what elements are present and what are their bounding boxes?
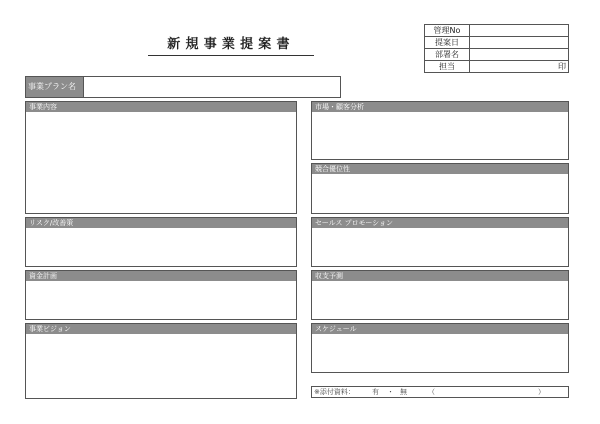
section-schedule <box>311 323 569 373</box>
section-vision <box>25 323 297 399</box>
admin-label: 管理No <box>425 25 470 37</box>
admin-label: 部署名 <box>425 49 470 61</box>
admin-row-department <box>425 49 569 61</box>
business-content-field[interactable] <box>26 112 296 213</box>
admin-row-person-in-charge <box>425 61 569 73</box>
attachments-yes-option[interactable]: 有 <box>372 388 379 396</box>
section-header: セールス プロモーション <box>312 218 568 228</box>
admin-department-field[interactable] <box>470 49 569 61</box>
attachments-row <box>311 386 569 398</box>
attachments-open-paren: （ <box>428 388 435 396</box>
section-header: 事業ビジョン <box>26 324 296 334</box>
admin-proposal-date-field[interactable] <box>470 37 569 49</box>
admin-label: 担当 <box>425 61 470 73</box>
document-title: 新規事業提案書 <box>148 36 314 56</box>
section-market-analysis <box>311 101 569 160</box>
section-header: 競合優位性 <box>312 164 568 174</box>
section-header: 収支予測 <box>312 271 568 281</box>
competitive-advantage-field[interactable] <box>312 174 568 213</box>
section-business-content <box>25 101 297 214</box>
section-header: 市場・顧客分析 <box>312 102 568 112</box>
attachments-no-option[interactable]: 無 <box>400 388 407 396</box>
admin-label: 提案日 <box>425 37 470 49</box>
section-income-forecast <box>311 270 569 320</box>
admin-row-management-no <box>425 25 569 37</box>
sales-promotion-field[interactable] <box>312 228 568 266</box>
section-sales-promotion <box>311 217 569 267</box>
attachments-close-paren: ） <box>538 388 545 396</box>
attachments-separator: ・ <box>387 388 394 396</box>
market-analysis-field[interactable] <box>312 112 568 159</box>
section-header: 事業内容 <box>26 102 296 112</box>
vision-field[interactable] <box>26 334 296 398</box>
plan-name-input[interactable] <box>83 77 340 97</box>
section-header: スケジュール <box>312 324 568 334</box>
plan-name-label: 事業プラン名 <box>26 77 83 97</box>
section-header: リスク/改善策 <box>26 218 296 228</box>
section-funding <box>25 270 297 320</box>
section-risk <box>25 217 297 267</box>
plan-name-row <box>25 76 341 98</box>
section-header: 資金計画 <box>26 271 296 281</box>
income-forecast-field[interactable] <box>312 281 568 319</box>
admin-person-in-charge-field[interactable]: 印 <box>470 61 569 73</box>
section-competitive-advantage <box>311 163 569 214</box>
risk-field[interactable] <box>26 228 296 266</box>
funding-field[interactable] <box>26 281 296 319</box>
attachments-label: ※添付資料： <box>314 388 355 396</box>
admin-management-no-field[interactable] <box>470 25 569 37</box>
admin-row-proposal-date <box>425 37 569 49</box>
admin-info-table <box>424 24 569 73</box>
schedule-field[interactable] <box>312 334 568 372</box>
